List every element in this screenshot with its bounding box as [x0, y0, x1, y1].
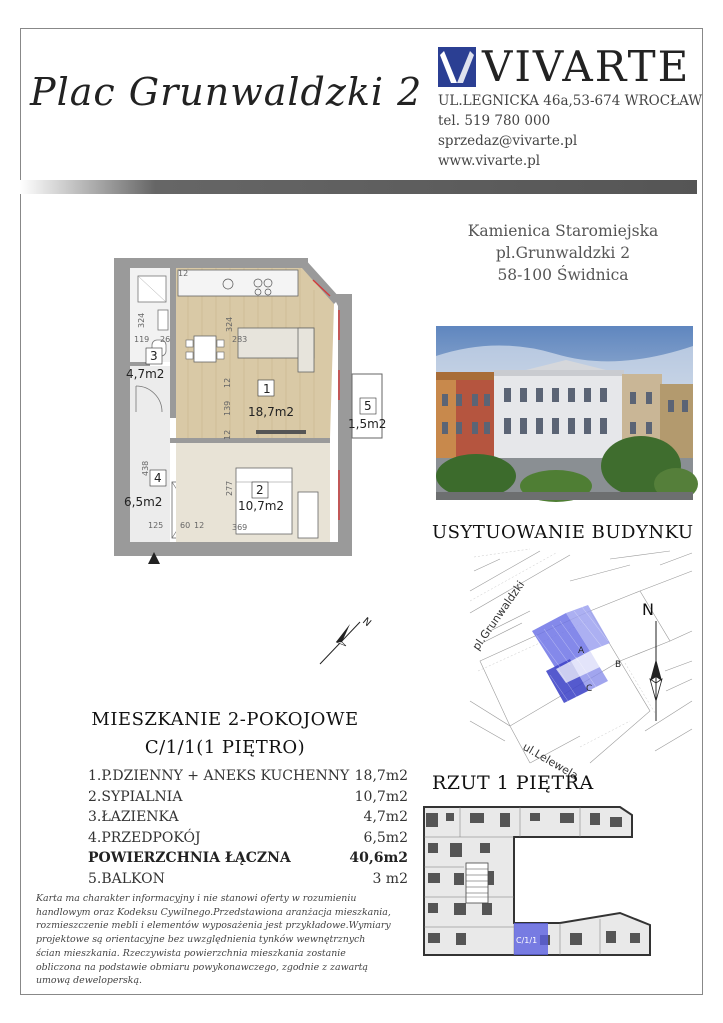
- room-label: 2.SYPIALNIA: [88, 788, 183, 805]
- total-area-value: 40,6m2: [349, 850, 408, 866]
- room-area: 3 m2: [372, 870, 408, 887]
- plan-room1-area: 18,7m2: [248, 405, 295, 419]
- unit-highlight-label: C/1/1: [516, 936, 538, 945]
- compass-icon: [316, 612, 376, 672]
- dim-label: 12: [194, 521, 205, 530]
- dim-label: 139: [223, 400, 232, 416]
- dim-label: 324: [225, 316, 234, 332]
- dim-label: 125: [148, 521, 164, 530]
- room-area: 18,7m2: [354, 768, 408, 784]
- brand-block: [438, 42, 692, 91]
- header-divider-band: [20, 180, 697, 194]
- room-row: [88, 766, 408, 787]
- location-line-1: Kamienica Staromiejska: [467, 222, 659, 240]
- plan-room4-area: 6,5m2: [124, 495, 163, 509]
- location-block: [450, 220, 676, 286]
- plan-room3-area: 4,7m2: [126, 367, 165, 381]
- room-area: 6,5m2: [363, 829, 408, 846]
- plan-room2-number: 2: [256, 483, 264, 497]
- dim-label: 324: [137, 312, 146, 328]
- contact-block: [438, 91, 702, 171]
- site-label-b: B: [615, 660, 622, 670]
- building-photo: [436, 326, 693, 500]
- dim-label: 438: [141, 460, 150, 476]
- dim-label: 283: [232, 335, 248, 344]
- apartment-code: C/1/1(1 PIĘTRO): [144, 737, 306, 758]
- dim-label: 119: [134, 335, 150, 344]
- site-north-label: N: [642, 600, 654, 619]
- dim-label: 12: [223, 429, 232, 440]
- phone-text[interactable]: tel. 519 780 000: [438, 113, 551, 129]
- page-title: Plac Grunwaldzki 2: [30, 70, 423, 114]
- apartment-type: MIESZKANIE 2-POKOJOWE: [91, 709, 359, 730]
- room-row: [88, 869, 408, 890]
- room-label: 5.BALKON: [88, 870, 165, 887]
- room-area: 4,7m2: [363, 809, 408, 825]
- dim-label: 26: [160, 335, 171, 344]
- plan-room1-number: 1: [263, 382, 271, 396]
- site-plan-map: [469, 551, 692, 783]
- apartment-heading: [90, 706, 360, 762]
- room-row: [88, 807, 408, 828]
- room-label: 1.P.DZIENNY + ANEKS KUCHENNY: [88, 768, 350, 784]
- room-label: 4.PRZEDPOKÓJ: [88, 829, 201, 846]
- website-link[interactable]: www.vivarte.pl: [438, 153, 541, 169]
- plan-room5-number: 5: [364, 399, 372, 413]
- dim-label: 12: [178, 269, 189, 278]
- plan-room2-area: 10,7m2: [238, 499, 285, 513]
- plan-room5-area: 1,5m2: [348, 417, 387, 431]
- site-north-arrow-icon: [650, 621, 662, 721]
- dim-label: 277: [225, 480, 234, 496]
- vivarte-logo-icon: [438, 47, 476, 87]
- plan-room4-number: 4: [154, 471, 162, 485]
- dim-label: 12: [223, 377, 232, 388]
- site-label-a: A: [578, 646, 585, 656]
- email-link[interactable]: sprzedaz@vivarte.pl: [438, 133, 578, 149]
- location-line-3: 58-100 Świdnica: [497, 266, 629, 284]
- dim-label: 60: [180, 521, 191, 530]
- site-heading: USYTUOWANIE BUDYNKU: [432, 522, 694, 543]
- brand-name: VIVARTE: [482, 42, 691, 91]
- room-list: [88, 766, 408, 889]
- room-label: 3.ŁAZIENKA: [88, 809, 179, 825]
- room-row: [88, 828, 408, 849]
- plan-room3-number: 3: [150, 349, 158, 363]
- room-row: [88, 787, 408, 808]
- location-line-2: pl.Grunwaldzki 2: [495, 244, 631, 262]
- address-text: UL.LEGNICKA 46a,53-674 WROCŁAW: [438, 93, 703, 109]
- disclaimer-note: Karta ma charakter informacyjny i nie stanowi oferty w rozumieniu handlowym oraz Kodeksu Cywilnego.Przedstawiona aranżacja mieszkania, rozmieszczenie mebli i elementów wyposażenia jest przykładowe.Wymiary projektowe są orientacyjne bez uwzględnienia tynków wewnętrznych ścian mieszkania. Rzeczywista powierzchnia mieszkania zostanie obliczona na podstawie obmiaru powykonawczego, zgodnie z zawartą umową deweloperską.: [36, 893, 391, 987]
- apartment-plan: [108, 250, 387, 574]
- floor-heading: RZUT 1 PIĘTRA: [432, 772, 594, 794]
- compass-north-label: N: [360, 615, 373, 630]
- floor-plan-overview: [410, 803, 665, 955]
- site-label-c: C: [586, 684, 593, 694]
- total-area-row: [88, 848, 408, 869]
- street-label-grunwaldzki: pl.Grunwaldzki: [469, 578, 528, 653]
- room-area: 10,7m2: [354, 788, 408, 805]
- total-area-label: POWIERZCHNIA ŁĄCZNA: [88, 850, 291, 866]
- dim-label: 369: [232, 523, 248, 532]
- street-label-lelewela: ul.Lelewela: [520, 740, 581, 783]
